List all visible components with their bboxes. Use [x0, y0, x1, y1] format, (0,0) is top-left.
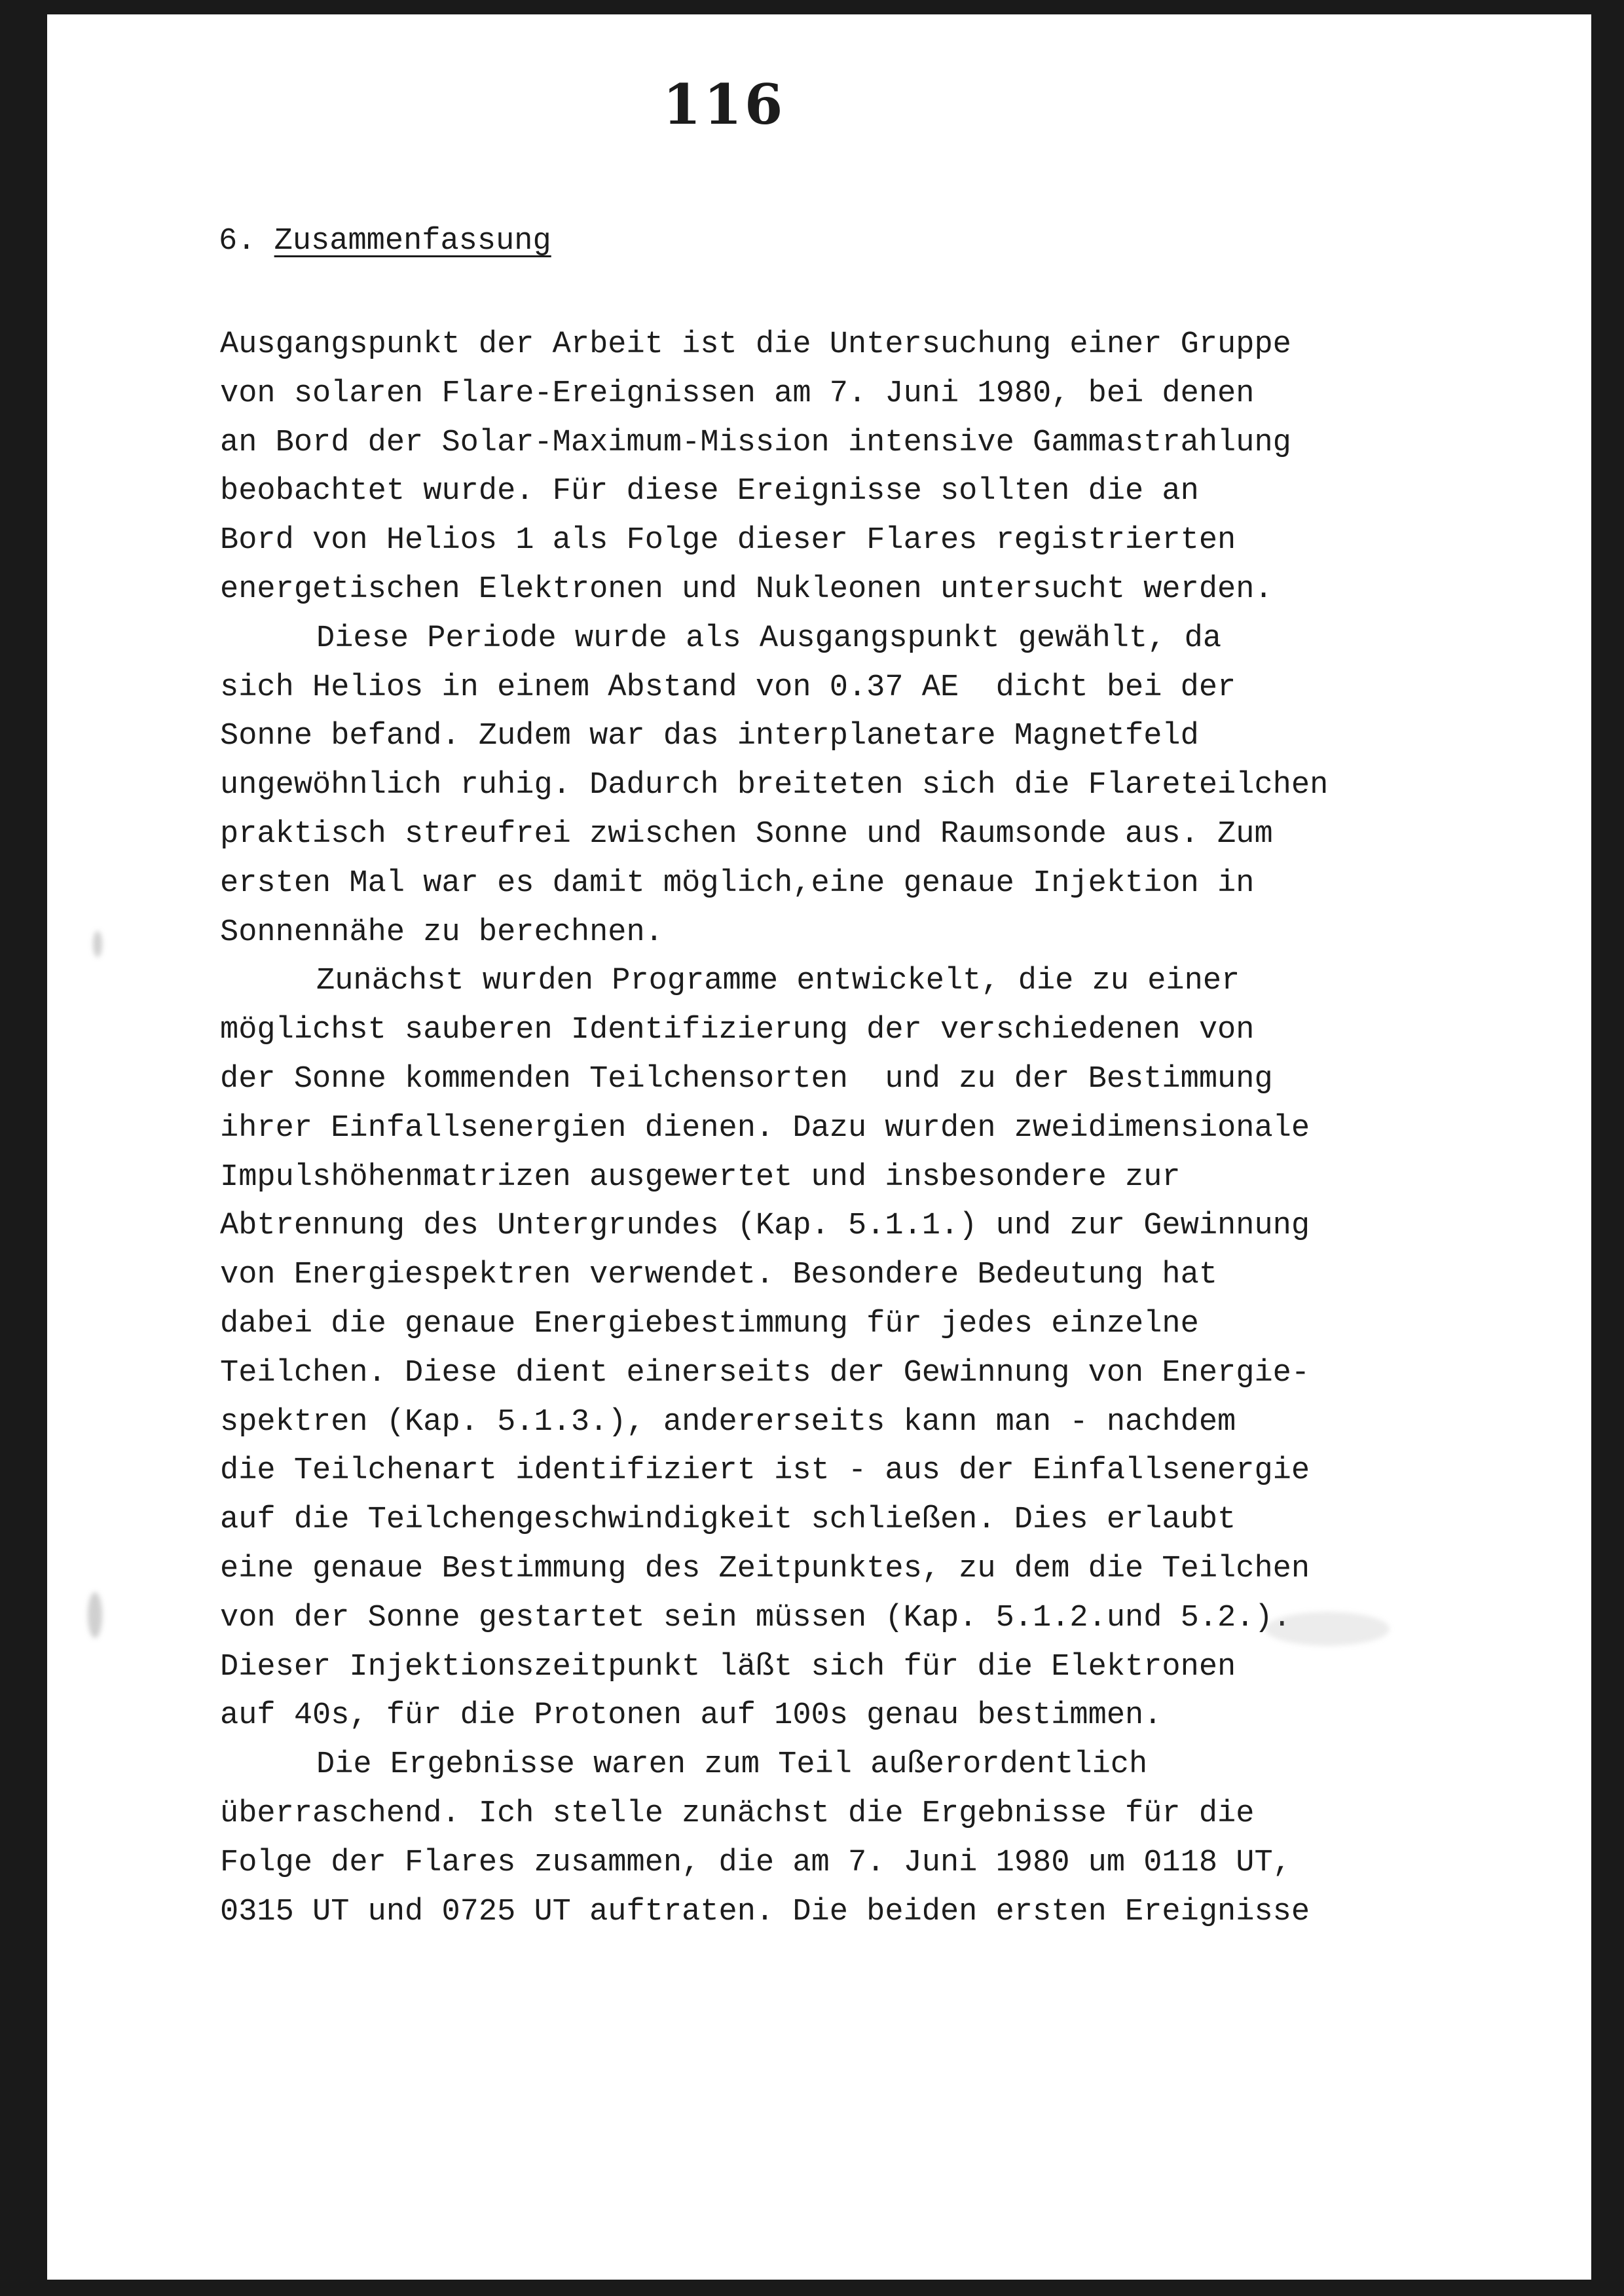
text-line: Teilchen. Diese dient einerseits der Gewinnung von Energie- [220, 1355, 1310, 1391]
text-line: beobachtet wurde. Für diese Ereignisse sollten die an [220, 474, 1199, 509]
text-line: Ausgangspunkt der Arbeit ist die Untersuchung einer Gruppe [220, 327, 1291, 362]
text-line: Dieser Injektionszeitpunkt läßt sich für die Elektronen [220, 1649, 1236, 1685]
text-line: dabei die genaue Energiebestimmung für jedes einzelne [220, 1306, 1199, 1341]
text-line: 0315 UT und 0725 UT auftraten. Die beiden ersten Ereignisse [220, 1894, 1310, 1929]
text-line: an Bord der Solar-Maximum-Mission intensive Gammastrahlung [220, 425, 1291, 460]
text-line: Diese Periode wurde als Ausgangspunkt gewählt, da [316, 621, 1222, 656]
text-line: Abtrennung des Untergrundes (Kap. 5.1.1.) und zur Gewinnung [220, 1209, 1310, 1244]
page-number: 116 [663, 72, 786, 137]
text-line: energetischen Elektronen und Nukleonen untersucht werden. [220, 572, 1273, 607]
section-number: 6. [219, 224, 256, 259]
text-line: Folge der Flares zusammen, die am 7. Juni 1980 um 0118 UT, [220, 1845, 1291, 1880]
document-page [47, 14, 1591, 2280]
text-line: der Sonne kommenden Teilchensorten und zu der Bestimmung [220, 1061, 1273, 1097]
text-line: Impulshöhenmatrizen ausgewertet und insbesondere zur [220, 1159, 1181, 1195]
text-line: spektren (Kap. 5.1.3.), andererseits kann man - nachdem [220, 1404, 1236, 1440]
text-line: von solaren Flare-Ereignissen am 7. Juni 1980, bei denen [220, 376, 1255, 411]
text-line: eine genaue Bestimmung des Zeitpunktes, zu dem die Teilchen [220, 1551, 1310, 1586]
text-line: Die Ergebnisse waren zum Teil außerordentlich [316, 1747, 1148, 1783]
text-line: von Energiespektren verwendet. Besondere Bedeutung hat [220, 1258, 1218, 1293]
text-line: die Teilchenart identifiziert ist - aus der Einfallsenergie [220, 1453, 1310, 1489]
text-line: von der Sonne gestartet sein müssen (Kap. 5.1.2.und 5.2.). [220, 1600, 1291, 1635]
text-line: Sonne befand. Zudem war das interplanetare Magnetfeld [220, 719, 1199, 754]
text-line: Zunächst wurden Programme entwickelt, die zu einer [316, 964, 1240, 999]
text-line: sich Helios in einem Abstand von 0.37 AE dicht bei der [220, 670, 1236, 705]
text-line: Bord von Helios 1 als Folge dieser Flares registrierten [220, 523, 1236, 558]
body-text [220, 321, 1591, 1937]
scan-smudge [88, 1592, 102, 1638]
text-line: ungewöhnlich ruhig. Dadurch breiteten sich die Flareteilchen [220, 768, 1329, 803]
scan-smudge [1265, 1612, 1390, 1646]
text-line: ihrer Einfallsenergien dienen. Dazu wurden zweidimensionale [220, 1110, 1310, 1146]
text-line: überraschend. Ich stelle zunächst die Ergebnisse für die [220, 1796, 1255, 1831]
section-title: Zusammenfassung [274, 224, 551, 259]
scan-smudge [93, 931, 102, 957]
text-line: möglichst sauberen Identifizierung der verschiedenen von [220, 1013, 1255, 1048]
section-heading [219, 224, 551, 259]
text-line: Sonnennähe zu berechnen. [220, 915, 663, 950]
text-line: praktisch streufrei zwischen Sonne und Raumsonde aus. Zum [220, 816, 1273, 852]
text-line: ersten Mal war es damit möglich,eine genaue Injektion in [220, 866, 1255, 901]
text-line: auf 40s, für die Protonen auf 100s genau bestimmen. [220, 1698, 1162, 1734]
text-line: auf die Teilchengeschwindigkeit schließen. Dies erlaubt [220, 1503, 1236, 1538]
